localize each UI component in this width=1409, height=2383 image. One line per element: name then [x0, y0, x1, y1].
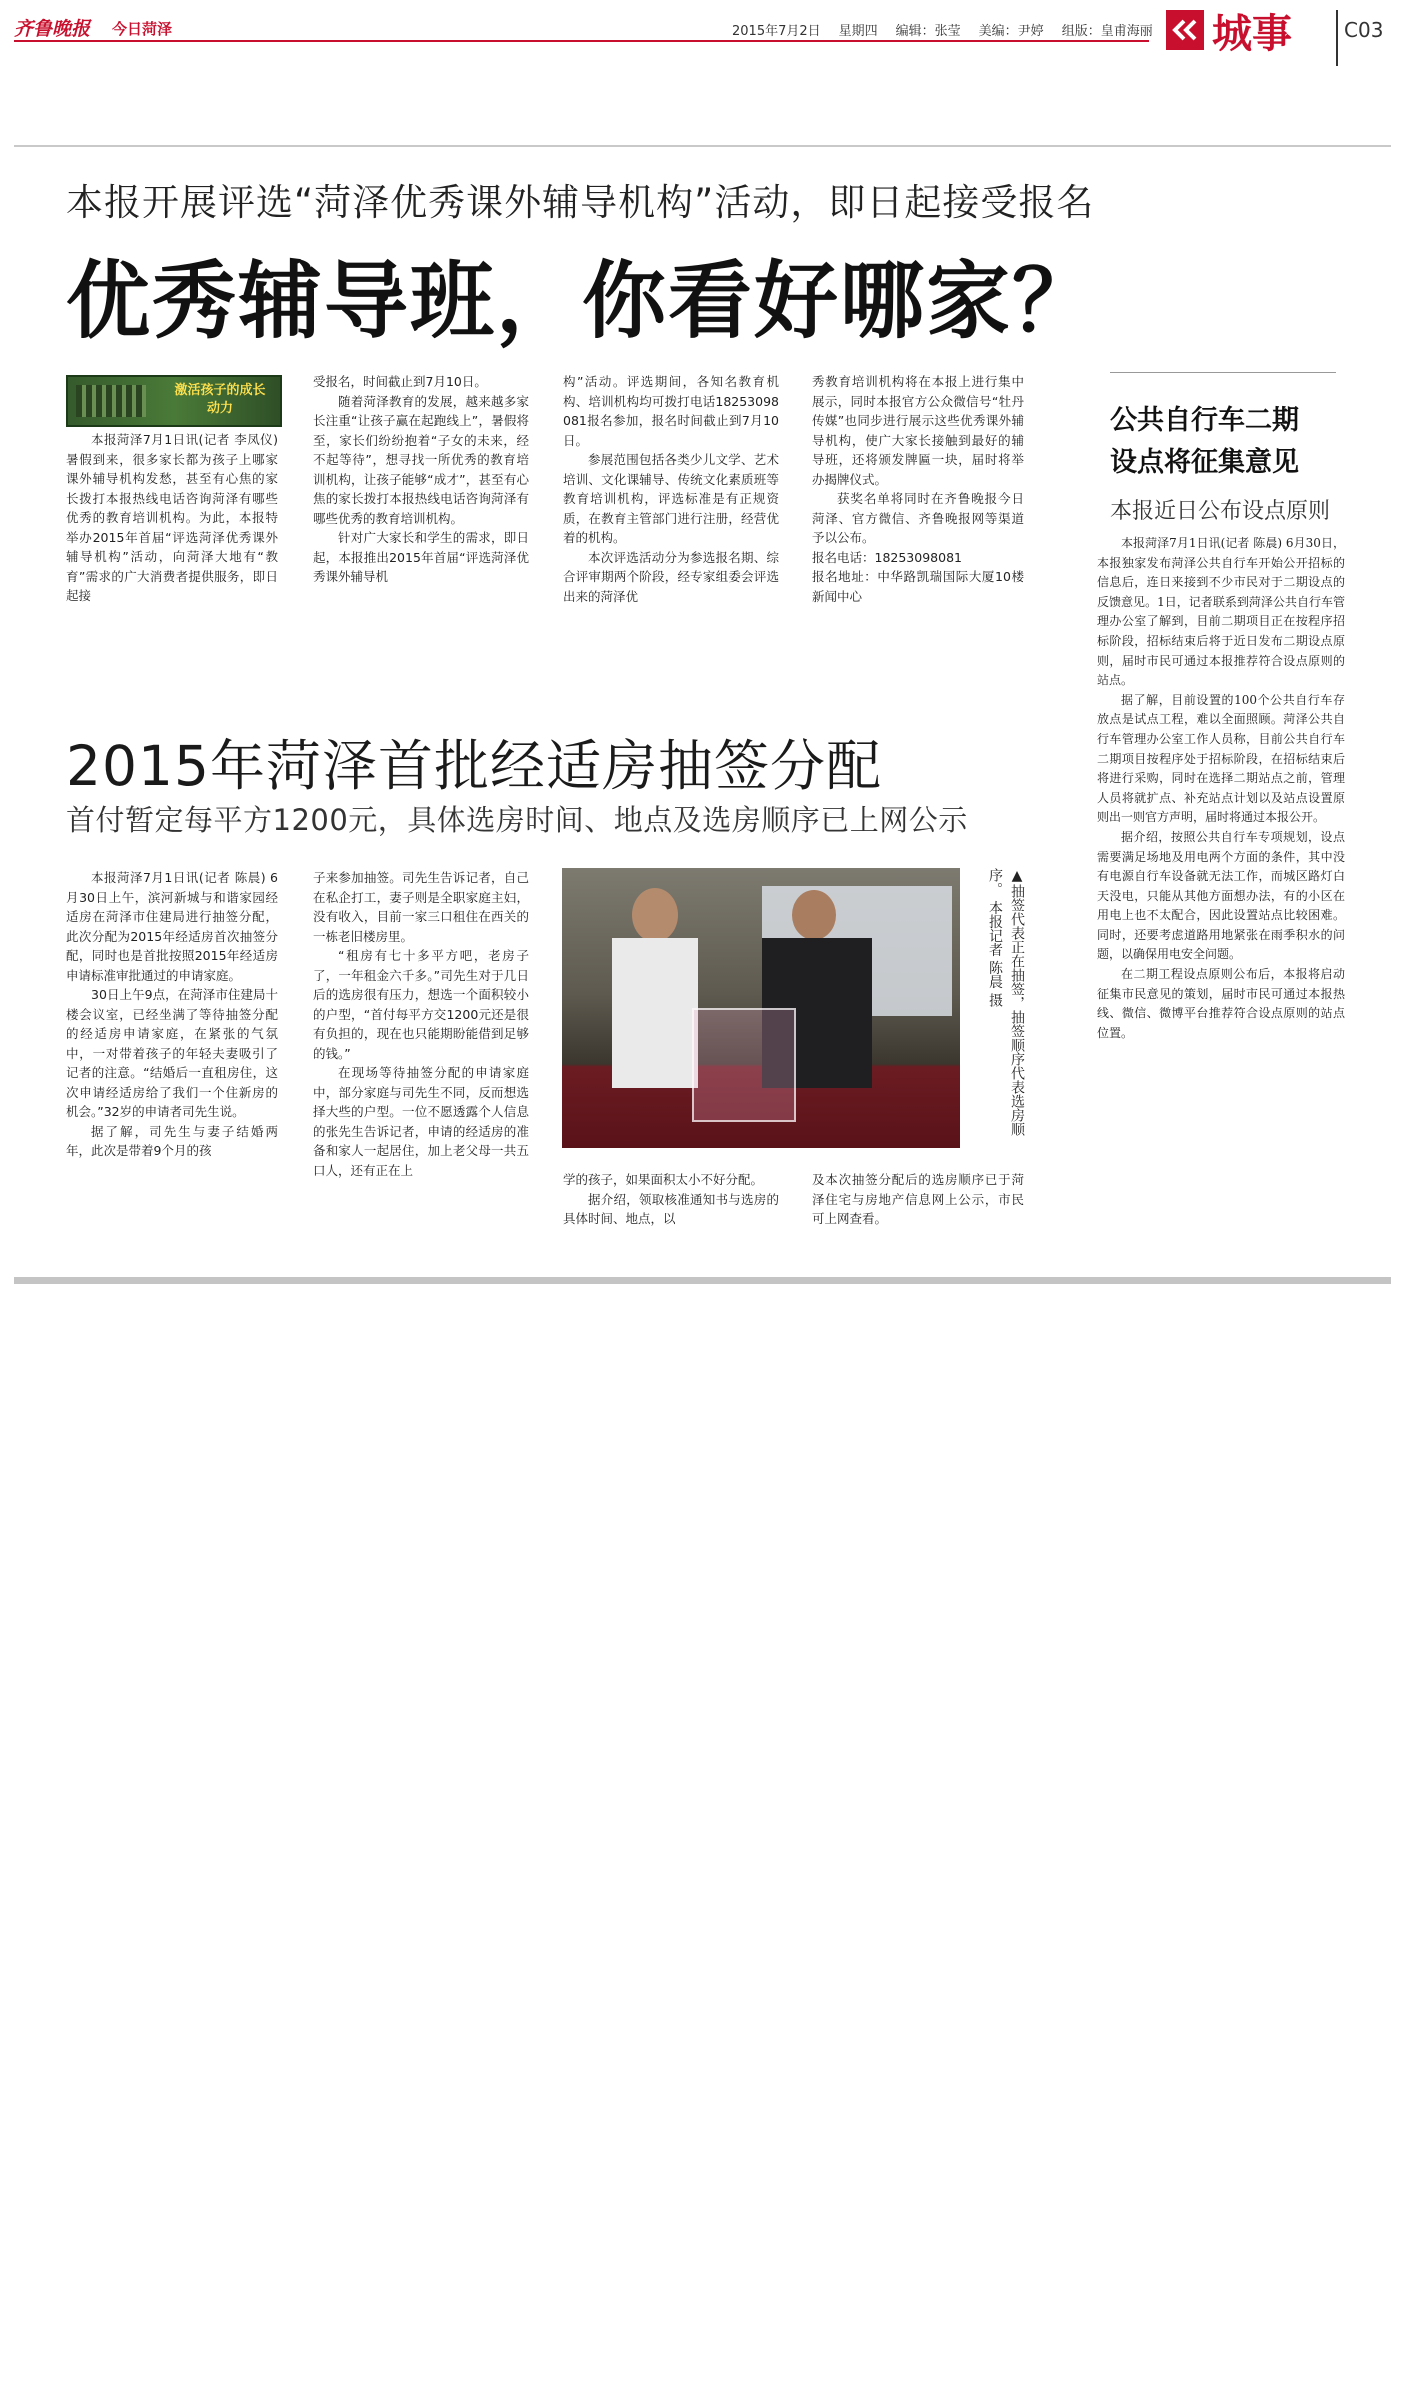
story2-column-2 — [313, 868, 529, 1180]
section-name: 今日菏泽 — [112, 20, 173, 38]
story1-col2-para: 针对广大家长和学生的需求，即日起，本报推出2015年首届“评选菏泽优秀课外辅导机 — [313, 530, 529, 584]
story1-col3-para: 本次评选活动分为参选报名期、综合评审期两个阶段，经专家组委会评选出来的菏泽优 — [563, 549, 779, 604]
editor-credit: 编辑：张莹 — [895, 24, 961, 39]
story1-headline: 优秀辅导班，你看好哪家？ — [66, 252, 1099, 350]
double-chevron-icon — [1166, 10, 1204, 50]
issue-date: 2015年7月2日 — [732, 24, 821, 39]
sidebar-para: 据了解，目前设置的100个公共自行车存放点是试点工程，难以全面照顾。菏泽公共自行车管理办公室工作人员称，目前公共自行车二期项目按程序处于招标阶段，在招标结束后将进行采购，同时在选择二期站点之前，管理人员将就扩点、补充站点计划以及站点设置原则出一则官方声明，届时将通过本报公开。 — [1097, 692, 1345, 825]
story2-col2-para: 在现场等待抽签分配的申请家庭中，部分家庭与司先生不同，反而想选择大些的户型。一位不愿透露个人信息的张先生告诉记者，申请的经适房的准备和家人一起居住，加上老父母一共五口人，还有正在上 — [313, 1065, 529, 1178]
story1-kicker: 本报开展评选“菏泽优秀课外辅导机构”活动，即日起接受报名 — [66, 181, 1095, 224]
story1-column-4 — [812, 372, 1024, 606]
man-shirt — [612, 938, 698, 1088]
story1-col3-para: 参展范围包括各类少儿文学、艺术培训、文化课辅导、传统文化素质班等教育培训机构，评选标准是有正规资质，在教育主管部门进行注册，经营优着的机构。 — [563, 452, 779, 545]
issue-weekday: 星期四 — [838, 24, 878, 39]
story2-col2-para: “租房有七十多平方吧，老房子了，一年租金六千多。”司先生对于几日后的选房很有压力，想选一个面积较小的户型，“首付每平方交1200元还是很有负担的，现在也只能期盼能借到足够的钱。” — [313, 948, 529, 1061]
story1-col3-para: 构”活动。评选期间，各知名教育机构、培训机构均可拨打电话18253098081报名参加，报名时间截止到7月10日。 — [563, 374, 779, 448]
promo-badge-image — [66, 375, 282, 427]
sidebar-title-line1: 公共自行车二期 — [1110, 405, 1299, 436]
story2-col1-para: 本报菏泽7月1日讯(记者 陈晨) 6月30日上午，滨河新城与和谐家园经适房在菏泽市住建局进行抽签分配，此次分配为2015年经适房首次抽签分配，同时也是首批按照2015年经适房申请标准审批通过的申请家庭。 — [66, 870, 278, 983]
story1-col4-para: 秀教育培训机构将在本报上进行集中展示，同时本报官方公众微信号“牡丹传媒”也同步进行展示这些优秀课外辅导机构，使广大家长接触到最好的辅导班，还将颁发牌匾一块，届时将举办揭牌仪式。 — [812, 374, 1024, 487]
story2-col2-para: 子来参加抽签。司先生告诉记者，自己在私企打工，妻子则是全职家庭主妇，没有收入，目前一家三口租住在西关的一栋老旧楼房里。 — [313, 870, 529, 944]
sidebar-deck: 本报近日公布设点原则 — [1110, 499, 1331, 524]
page-number: C03 — [1344, 18, 1384, 42]
newspaper-logo: 齐鲁晚报 — [14, 18, 91, 40]
masthead-divider — [1336, 10, 1338, 66]
story2-col3-para: 学的孩子，如果面积太小不好分配。 — [563, 1172, 764, 1187]
contact-phone: 报名电话：18253098081 — [812, 549, 962, 565]
story1-col1-para: 本报菏泽7月1日讯(记者 李凤仪) 暑假到来，很多家长都为孩子上哪家课外辅导机构发愁，甚至有心焦的家长拨打本报热线电话咨询菏泽有哪些优秀的教育培训机构。为此，本报特举办2015年首届“评选菏泽优秀课外辅导机构”活动，向菏泽大地有“教育”需求的广大消费者提供服务，即日起接 — [66, 432, 278, 603]
story2-column-1 — [66, 868, 278, 1161]
story2-column-4 — [812, 1170, 1024, 1229]
lottery-box — [692, 1008, 796, 1122]
masthead-rule — [14, 40, 1149, 42]
story2-column-3 — [563, 1170, 779, 1229]
photo-caption: ▲抽签代表正在抽签，抽签顺序代表选房顺序。 本报记者 陈晨 摄 — [987, 868, 1025, 1136]
lottery-photo — [562, 868, 960, 1148]
sidebar-para: 据介绍，按照公共自行车专项规划，设点需要满足场地及用电两个方面的条件，其中没有电源自行车设备就无法工作，而城区路灯白天没电，只能从其他方面想办法，有的小区在用电上也不太配合，因此设置站点比较困难。同时，还要考虑道路用地紧张在雨季积水的问题，以确保用电安全问题。 — [1097, 829, 1345, 962]
promo-badge-text: 激活孩子的成长动力 — [174, 383, 266, 416]
sidebar-top-rule — [1110, 372, 1336, 373]
story2-col1-para: 据了解，司先生与妻子结婚两年，此次是带着9个月的孩 — [66, 1123, 278, 1158]
sidebar-title-line2: 设点将征集意见 — [1110, 447, 1299, 478]
woman-figure — [792, 890, 836, 940]
bottom-rule — [14, 1277, 1391, 1284]
story1-column-1 — [66, 430, 278, 606]
story2-col1-para: 30日上午9点，在菏泽市住建局十楼会议室，已经坐满了等待抽签分配的经适房申请家庭，在紧张的气氛中，一对带着孩子的年轻夫妻吸引了记者的注意。“结婚后一直租房住，这次申请经适房给了我们一个住新房的机会。”32岁的申请者司先生说。 — [66, 987, 278, 1119]
page-title: 城事 — [1212, 11, 1292, 57]
story1-col2-para: 随着菏泽教育的发展，越来越多家长注重“让孩子赢在起跑线上”，暑假将至，家长们纷纷抱着“子女的未来，经不起等待”，想寻找一所优秀的教育培训机构，让孩子能够“成才”，甚至有心焦的家长拨打本报热线电话咨询菏泽有哪些优秀的教育培训机构。 — [313, 393, 529, 526]
story1-col4-para: 获奖名单将同时在齐鲁晚报今日菏泽、官方微信、齐鲁晚报网等渠道予以公布。 — [812, 491, 1024, 545]
man-figure — [632, 888, 678, 942]
story1-column-2 — [313, 372, 529, 587]
story2-headline: 2015年菏泽首批经适房抽签分配 — [66, 734, 882, 798]
sidebar-para: 本报菏泽7月1日讯(记者 陈晨) 6月30日，本报独家发布菏泽公共自行车开始公开招标的信息后，连日来接到不少市民对于二期设点的反馈意见。1日，记者联系到菏泽公共自行车管理办公室了解到，目前二期项目正在按程序招标阶段，招标结束后将于近日发布二期设点原则，届时市民可通过本报推荐符合设点原则的站点。 — [1097, 536, 1345, 688]
story1-col2-para: 受报名，时间截止到7月10日。 — [313, 374, 487, 389]
art-editor-credit: 美编：尹婷 — [978, 24, 1044, 39]
sidebar-para: 在二期工程设点原则公布后，本报将启动征集市民意见的策划，届时市民可通过本报热线、微信、微博平台推荐符合设点原则的站点位置。 — [1097, 967, 1345, 1040]
masthead-info — [732, 20, 1153, 39]
top-rule — [14, 145, 1391, 147]
story1-column-3 — [563, 372, 779, 606]
story2-deck: 首付暂定每平方1200元，具体选房时间、地点及选房顺序已上网公示 — [66, 803, 968, 837]
story2-col3-para: 据介绍，领取核准通知书与选房的具体时间、地点，以 — [563, 1191, 779, 1226]
bookshelf-graphic — [76, 385, 146, 417]
contact-address: 报名地址：中华路凯瑞国际大厦10楼新闻中心 — [812, 569, 1024, 604]
story2-col4-para: 及本次抽签分配后的选房顺序已于菏泽住宅与房地产信息网上公示，市民可上网查看。 — [812, 1172, 1024, 1226]
sidebar-body — [1097, 534, 1345, 1043]
layout-credit: 组版：皇甫海丽 — [1061, 24, 1153, 39]
